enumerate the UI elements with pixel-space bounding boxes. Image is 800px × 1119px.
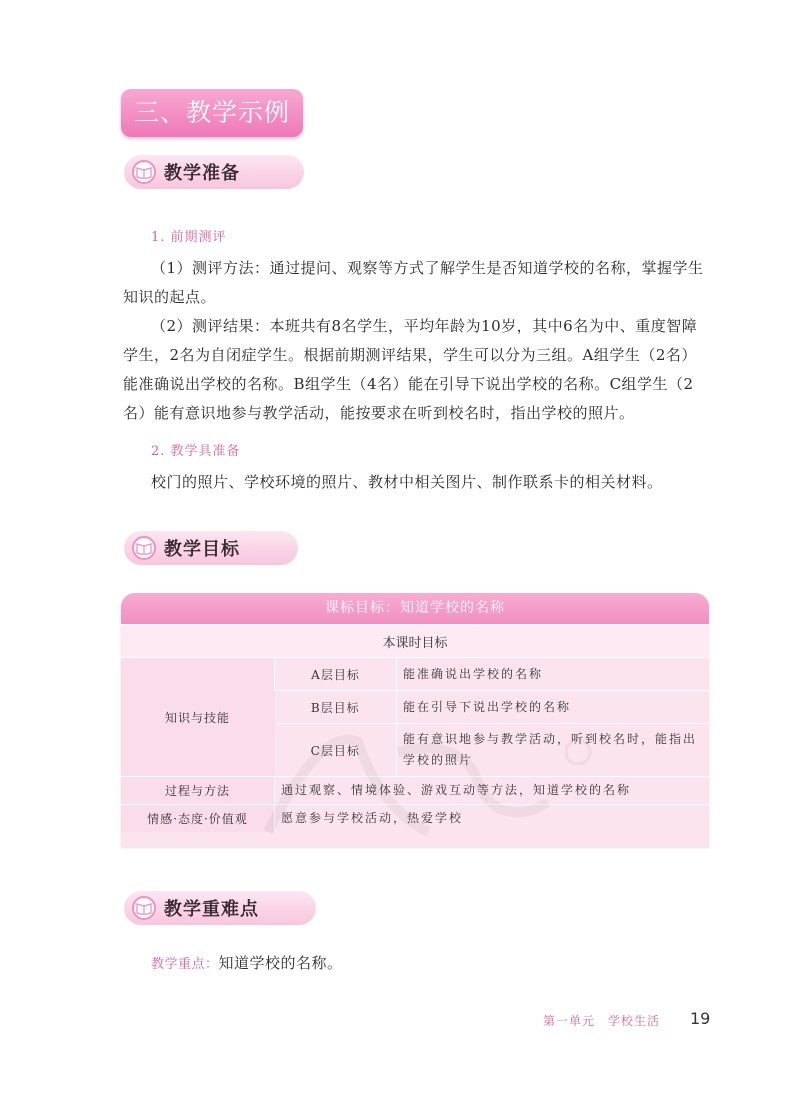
objectives-grid [121, 624, 709, 832]
values-desc: 愿意参与学校活动，热爱学校 [275, 805, 710, 833]
level-a-desc: 能准确说出学校的名称 [397, 658, 710, 691]
values-cell: 情感·态度·价值观 [121, 805, 275, 833]
knowledge-skill-cell: 知识与技能 [121, 658, 275, 777]
assessment-result-paragraph [123, 312, 705, 428]
page-number: 19 [690, 1009, 711, 1028]
prep-header [124, 155, 304, 189]
objectives-header-label: 教学目标 [164, 539, 240, 560]
teaching-aids-heading: 2. 教学具准备 [151, 444, 241, 459]
process-method-cell: 过程与方法 [121, 777, 275, 805]
section-title: 三、教学示例 [121, 89, 303, 137]
key-points-header-label: 教学重难点 [164, 899, 259, 920]
level-c-cell: C层目标 [275, 724, 397, 777]
para3-text: 校门的照片、学校环境的照片、教材中相关图片、制作联系卡的相关材料。 [151, 473, 663, 491]
objectives-header [124, 531, 298, 565]
process-method-desc: 通过观察、情境体验、游戏互动等方法，知道学校的名称 [275, 777, 710, 805]
key-point-text: 知道学校的名称。 [218, 954, 343, 972]
sub-title-cell: 本课时目标 [121, 625, 709, 658]
key-point-label: 教学重点： [151, 957, 219, 972]
para2-label: （2） [151, 317, 193, 335]
book-icon [132, 536, 156, 560]
objectives-table [121, 593, 709, 847]
table-row [121, 625, 709, 658]
book-icon [132, 160, 156, 184]
level-b-desc: 能在引导下说出学校的名称 [397, 691, 710, 724]
para2-text: 测评结果：本班共有8名学生，平均年龄为10岁，其中6名为中、重度智障学生，2名为自闭症学生。根据前期测评结果，学生可以分为三组。A组学生（2名）能准确说出学校的名称。B组学生（4名）能在引导下说出学校的名称。C组学生（2名）能有意识地参与教学活动，能按要求在听到校名时，指出学校的照片。 [123, 317, 698, 422]
book-icon [132, 896, 156, 920]
pre-assessment-heading: 1. 前期测评 [151, 230, 227, 245]
table-row [121, 658, 709, 691]
table-row [121, 777, 709, 805]
assessment-method-paragraph [123, 254, 705, 312]
table-row [121, 805, 709, 833]
para1-text: 测评方法：通过提问、观察等方式了解学生是否知道学校的名称，掌握学生知识的起点。 [123, 259, 704, 306]
footer-unit: 第一单元 学校生活 [543, 1014, 661, 1028]
level-c-desc: 能有意识地参与教学活动，听到校名时，能指出学校的照片 [397, 724, 710, 777]
key-point-line [151, 952, 343, 973]
para1-label: （1） [151, 259, 193, 277]
teaching-aids-paragraph [123, 468, 705, 497]
key-points-header [124, 891, 316, 925]
level-b-cell: B层目标 [275, 691, 397, 724]
level-a-cell: A层目标 [275, 658, 397, 691]
prep-header-label: 教学准备 [164, 163, 240, 184]
table-title: 课标目标：知道学校的名称 [121, 593, 709, 624]
